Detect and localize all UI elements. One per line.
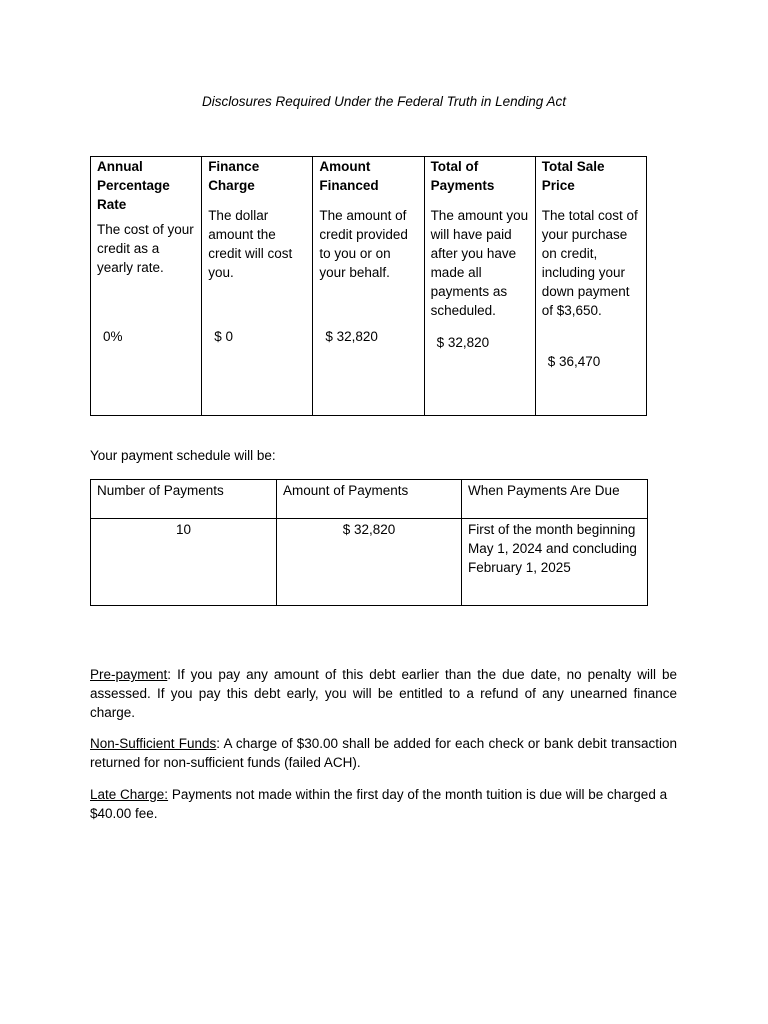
- number-of-payments-cell: 10: [91, 519, 277, 606]
- document-title: Disclosures Required Under the Federal Truth in Lending Act: [202, 94, 566, 109]
- prepayment-paragraph: [90, 665, 677, 722]
- disclosure-value: $ 0: [214, 329, 233, 344]
- column-header: When Payments Are Due: [462, 480, 648, 519]
- disclosure-heading: Total Sale Price: [541, 159, 605, 193]
- disclosure-finance-charge: [202, 157, 313, 416]
- column-header: Number of Payments: [91, 480, 277, 519]
- late-charge-label: Late Charge:: [90, 787, 169, 802]
- payments-due-cell: First of the month beginning May 1, 2024 and concluding February 1, 2025: [462, 519, 648, 606]
- disclosure-value: 0%: [103, 329, 123, 344]
- disclosure-total-of-payments: [424, 157, 535, 416]
- table-header-row: [91, 480, 648, 519]
- disclosure-value: $ 32,820: [436, 335, 490, 350]
- late-charge-paragraph: [90, 785, 677, 823]
- table-row: [91, 519, 648, 606]
- disclosure-table: [90, 156, 647, 416]
- disclosure-heading: Annual Percentage Rate: [97, 159, 170, 212]
- label-separator: :: [167, 667, 172, 682]
- disclosure-total-sale-price: [535, 157, 646, 416]
- disclosure-description: The amount of credit provided to you or on your behalf.: [319, 208, 408, 280]
- payment-schedule-table: [90, 479, 648, 606]
- disclosure-amount-financed: [313, 157, 424, 416]
- nsf-label: Non-Sufficient Funds: [90, 736, 217, 751]
- disclosure-heading: Total of Payments: [430, 159, 495, 193]
- disclosure-description: The amount you will have paid after you have made all payments as scheduled.: [430, 208, 529, 318]
- amount-of-payments-cell: $ 32,820: [277, 519, 462, 606]
- prepayment-label: Pre-payment: [90, 667, 168, 682]
- disclosure-heading: Amount Financed: [319, 159, 379, 193]
- schedule-label: Your payment schedule will be:: [90, 448, 276, 463]
- disclosure-description: The total cost of your purchase on credit, including your down payment of $3,650.: [541, 208, 638, 318]
- column-header: Amount of Payments: [277, 480, 462, 519]
- disclosure-description: The cost of your credit as a yearly rate.: [97, 222, 194, 275]
- label-separator: :: [216, 736, 221, 751]
- late-charge-text: Payments not made within the first day of the month tuition is due will be charged a $40.00 fee.: [90, 787, 668, 821]
- disclosure-apr: [91, 157, 202, 416]
- nsf-paragraph: [90, 734, 677, 772]
- prepayment-text: If you pay any amount of this debt earlier than the due date, no penalty will be assessed. If you pay this debt early, you will be entitled to a refund of any unearned finance charge.: [90, 667, 677, 720]
- disclosure-value: $ 36,470: [547, 354, 601, 369]
- disclosure-value: $ 32,820: [325, 329, 378, 344]
- disclosure-heading: Finance Charge: [208, 159, 260, 193]
- nsf-text: A charge of $30.00 shall be added for each check or bank debit transaction returned for non-sufficient funds (failed ACH).: [90, 736, 677, 770]
- disclosure-description: The dollar amount the credit will cost you.: [208, 208, 293, 280]
